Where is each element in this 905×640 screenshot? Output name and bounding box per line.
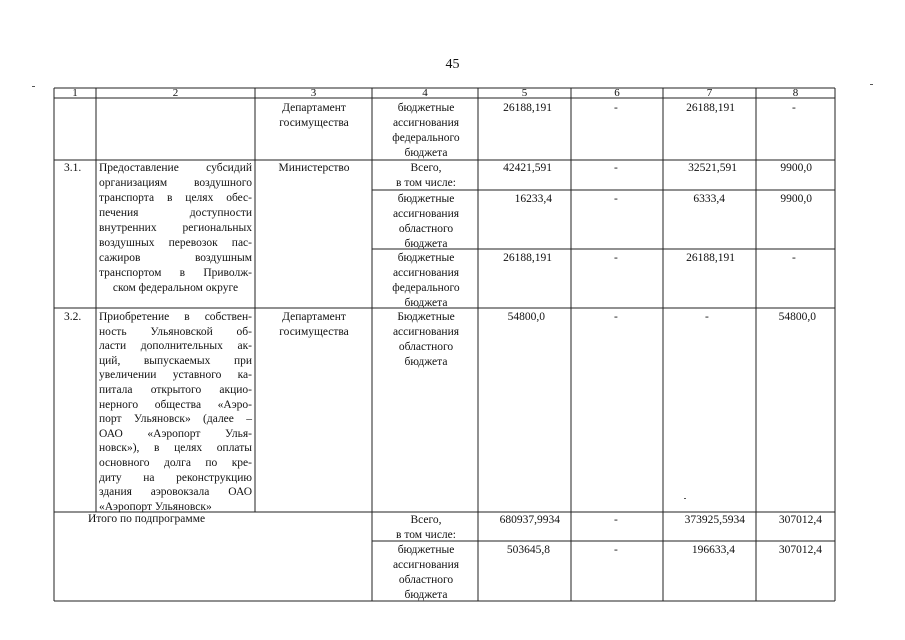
row-31-total-label: Всего, в том числе:: [396, 162, 456, 189]
row-32-number: 3.2.: [64, 311, 82, 323]
scan-speck: [870, 84, 873, 85]
header-col-6: 6: [614, 87, 620, 99]
header-col-4: 4: [422, 87, 428, 99]
row-31-regional-col6: -: [614, 193, 618, 205]
row-31-total-col5: 42421,591: [503, 162, 552, 174]
total-label: Итого по подпрограмме: [88, 513, 206, 525]
row-31-total-col8: 9900,0: [780, 162, 812, 174]
header-col-3: 3: [310, 87, 317, 99]
total-regional-source: бюджетные ассигнования областного бюджета: [392, 544, 460, 601]
header-col-1: 1: [72, 87, 78, 99]
total-all-col7: 373925,5934: [684, 514, 745, 526]
total-regional-col8: 307012,4: [778, 544, 822, 556]
row-a-col8: -: [792, 102, 796, 114]
row-a-col7: 26188,191: [686, 102, 735, 114]
total-all-col6: -: [614, 514, 618, 526]
scan-speck: [684, 498, 686, 499]
row-31-name: Предоставление субсидий организациям воздушного транспорта в целях обес- печения доступности внутренних региональных воздушных перевозок пас- сажиров воздушным транспортом в Приволж- ском федеральном округе: [99, 162, 252, 294]
row-31-federal-col5: 26188,191: [503, 252, 552, 264]
row-31-number: 3.1.: [64, 162, 82, 174]
row-31-federal-col8: -: [792, 252, 796, 264]
row-31-regional-col7: 6333,4: [693, 193, 725, 205]
row-a-col6: -: [614, 102, 618, 114]
page-number: 45: [445, 57, 460, 72]
row-32-col5: 54800,0: [507, 311, 545, 323]
header-col-8: 8: [792, 87, 799, 99]
row-32-col8: 54800,0: [778, 311, 816, 323]
row-31-executor: Министерство: [278, 162, 350, 174]
row-31-regional-source: бюджетные ассигнования областного бюджета: [392, 193, 460, 250]
row-31-federal-col7: 26188,191: [686, 252, 735, 264]
total-regional-col5: 503645,8: [506, 544, 550, 556]
row-31-federal-col6: -: [614, 252, 618, 264]
header-col-2: 2: [172, 87, 179, 99]
scan-speck: [32, 86, 35, 87]
total-all-label: Всего, в том числе:: [396, 514, 456, 541]
row-31-regional-col5: 16233,4: [514, 193, 552, 205]
row-31-total-col6: -: [614, 162, 618, 174]
total-regional-col6: -: [614, 544, 618, 556]
row-32-col6: -: [614, 311, 618, 323]
header-col-7: 7: [706, 87, 713, 99]
header-col-5: 5: [521, 87, 528, 99]
total-regional-col7: 196633,4: [691, 544, 735, 556]
row-31-total-col7: 32521,591: [688, 162, 737, 174]
row-31-federal-source: бюджетные ассигнования федерального бюджета: [392, 252, 460, 309]
total-all-col8: 307012,4: [778, 514, 822, 526]
row-32-col7: -: [705, 311, 709, 323]
row-32-source: Бюджетные ассигнования областного бюджета: [392, 311, 460, 368]
row-a-executor: Департамент госимущества: [279, 102, 349, 129]
total-all-col5: 680937,9934: [499, 514, 560, 526]
row-32-name: Приобретение в собствен- ность Ульяновской об- ласти дополнительных ак- ций, выпускаемых при увеличении уставного ка- питала открытого акцио- нерного общества «Аэро- порт Ульяновск» (далее – ОАО «Аэропорт Улья- новск»), в целях оплаты основного долга по кре- диту на реконструкцию здания аэровокзала ОАО «Аэропорт Ульяновск»: [99, 311, 252, 513]
row-31-regional-col8: 9900,0: [780, 193, 812, 205]
row-a-col5: 26188,191: [503, 102, 552, 114]
row-32-executor: Департамент госимущества: [279, 311, 349, 338]
row-a-source: бюджетные ассигнования федерального бюджета: [392, 102, 460, 159]
